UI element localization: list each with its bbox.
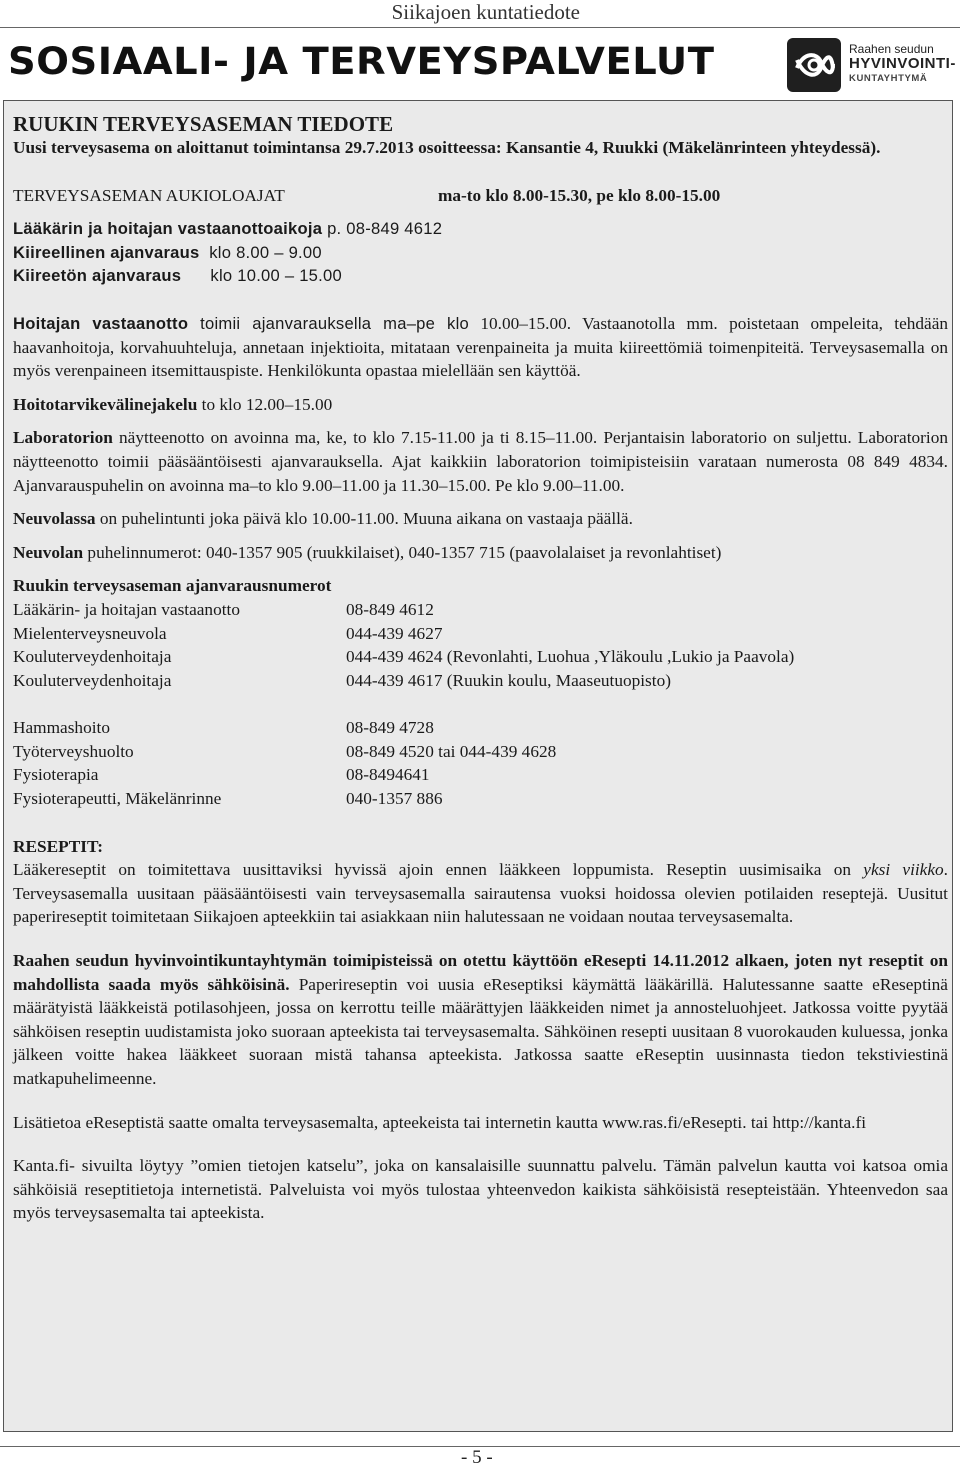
- opening-hours: [13, 184, 948, 208]
- phone-row: Kouluterveydenhoitaja 044-439 4617 (Ruukin koulu, Maaseutuopisto): [13, 670, 671, 690]
- phone-row: Kouluterveydenhoitaja 044-439 4624 (Revonlahti, Luohua ,Yläkoulu ,Lukio ja Paavola): [13, 647, 795, 667]
- opening-hours-value: ma-to klo 8.00-15.30, pe klo 8.00-15.00: [438, 185, 721, 205]
- supplies-paragraph: Hoitotarvikevälinejakelu to klo 12.00–15.00: [13, 394, 333, 414]
- clinic-phone-hour: Neuvolassa on puhelintunti joka päivä klo 10.00-11.00. Muuna aikana on vastaaja päällä.: [13, 509, 633, 529]
- appointment-line: Kiireellinen ajanvaraus klo 8.00 – 9.00: [13, 242, 322, 262]
- notice-title: RUUKIN TERVEYSASEMAN TIEDOTE: [13, 112, 394, 136]
- header-rule: [0, 27, 960, 28]
- organization-logo: [787, 38, 957, 92]
- prescriptions-title: RESEPTIT:: [13, 836, 103, 856]
- kanta-paragraph: Kanta.fi- sivuilta löytyy ”omien tietojen katselu”, joka on kansalaisille suunnattu palvelu. Tämän palvelun kautta voi katsoa omia sähköisiä reseptitietoja internetistä. Palveluista voi myös tulostaa yhteenvedon kaikista sähköisistä resepteistään. Yhteenvedon saa myös terveysasemalta tai apteekista.: [13, 1156, 948, 1223]
- prescriptions-paragraph-1: Lääkereseptit on toimitettava uusittaviksi hyvissä ajoin ennen lääkkeen loppumista. Reseptin uusimisaika on yksi viikko. Terveysasemalla uusitaan pääsääntöisesti vain terveysasemalla sairautensa vuoksi hoidossa olevien potilaiden reseptejä. Uusitut paperireseptit toimitetaan Siikajoen apteekkiin tai asiakkaan niin halutessaan ne voidaan noutaa terveysasemalta.: [13, 860, 948, 927]
- phone-row: Työterveyshuolto 08-849 4520 tai 044-439 4628: [13, 741, 557, 761]
- running-head: Siikajoen kuntatiedote: [391, 0, 580, 24]
- section-title: SOSIAALI- JA TERVEYSPALVELUT: [8, 40, 715, 83]
- more-info-paragraph: Lisätietoa eReseptistä saatte omalta terveysasemalta, apteekeista tai internetin kautta www.ras.fi/eResepti. tai http://kanta.fi: [13, 1112, 867, 1132]
- phone-row: Lääkärin- ja hoitajan vastaanotto 08-849 4612: [13, 599, 434, 619]
- logo-line-3: KUNTAYHTYMÄ: [849, 73, 928, 84]
- booking-title: Ruukin terveysaseman ajanvarausnumerot: [13, 576, 332, 596]
- logo-line-1: Raahen seudun: [849, 42, 934, 56]
- clinic-numbers: Neuvolan puhelinnumerot: 040-1357 905 (ruukkilaiset), 040-1357 715 (paavolalaiset ja revonlahtiset): [13, 542, 722, 562]
- lab-paragraph: Laboratorion näytteenotto on avoinna ma, ke, to klo 7.15-11.00 ja ti 8.15–11.00. Perjantaisin laboratorio on suljettu. Laboratorion näytteenotto toimii pääsääntöisesti ajanvarauksella. Ajat kaikkiin laboratorion toimipisteisiin varataan numerosta 08 849 4834. Ajanvarauspuhelin on avoinna ma–to klo 9.00–11.00 ja 11.30–15.00. Pe klo 9.00–11.00.: [13, 428, 948, 495]
- notice-content: [13, 112, 948, 1225]
- phone-row: Fysioterapeutti, Mäkelänrinne 040-1357 886: [13, 789, 443, 809]
- phone-row: Mielenterveysneuvola 044-439 4627: [13, 623, 443, 643]
- phone-row: Fysioterapia 08-8494641: [13, 765, 430, 785]
- phone-row: Hammashoito 08-849 4728: [13, 718, 434, 738]
- eprescription-paragraph: Raahen seudun hyvinvointikuntayhtymän toimipisteissä on otettu käyttöön eResepti 14.11.2012 alkaen, joten nyt reseptit on mahdollista saada myös sähköisinä. Paperireseptin voi uusia eReseptiksi käymättä lääkärillä. Halutessanne saatte eReseptinä määrätyistä lääkkeistä potilasohjeen, jossa on kerrottu teille määrättyjen lääkkeiden nimet ja annosteluohjeet. Jatkossa voitte pyytää sähköisen reseptin uudistamista joko suoraan apteekista tai terveysasemalta. Sähköinen resepti uusitaan 8 vuorokauden kuluessa, jonka jälkeen voitte hakea lääkkeet suoraan mistä tahansa apteekista. Jatkossa saatte eReseptin uusinnasta tiedon tekstiviestinä matkapuhelimeenne.: [13, 951, 948, 1088]
- knot-logo-icon: [787, 38, 841, 92]
- appointment-line: Lääkärin ja hoitajan vastaanottoaikoja p. 08-849 4612: [13, 219, 443, 239]
- nurse-paragraph: Hoitajan vastaanotto toimii ajanvarauksella ma–pe klo 10.00–15.00. Vastaanotolla mm. poistetaan ompeleita, tehdään haavanhoitoja, korvahuuhteluja, annetaan injektioita, mitataan verenpaineita ja muita kiireettömiä toimenpiteitä. Terveysasemalla on myös verenpaineen itsemittauspiste. Henkilökunta opastaa mielellään sen käyttöä.: [13, 313, 949, 381]
- page-number: - 5 -: [461, 1447, 493, 1468]
- opening-hours-label: TERVEYSASEMAN AUKIOLOAJAT: [13, 185, 285, 205]
- logo-line-2: HYVINVOINTI-: [849, 55, 956, 72]
- appointment-line: Kiireetön ajanvaraus klo 10.00 – 15.00: [13, 266, 342, 286]
- notice-intro: Uusi terveysasema on aloittanut toimintansa 29.7.2013 osoitteessa: Kansantie 4, Ruukki (Mäkelänrinteen yhteydessä).: [13, 138, 881, 157]
